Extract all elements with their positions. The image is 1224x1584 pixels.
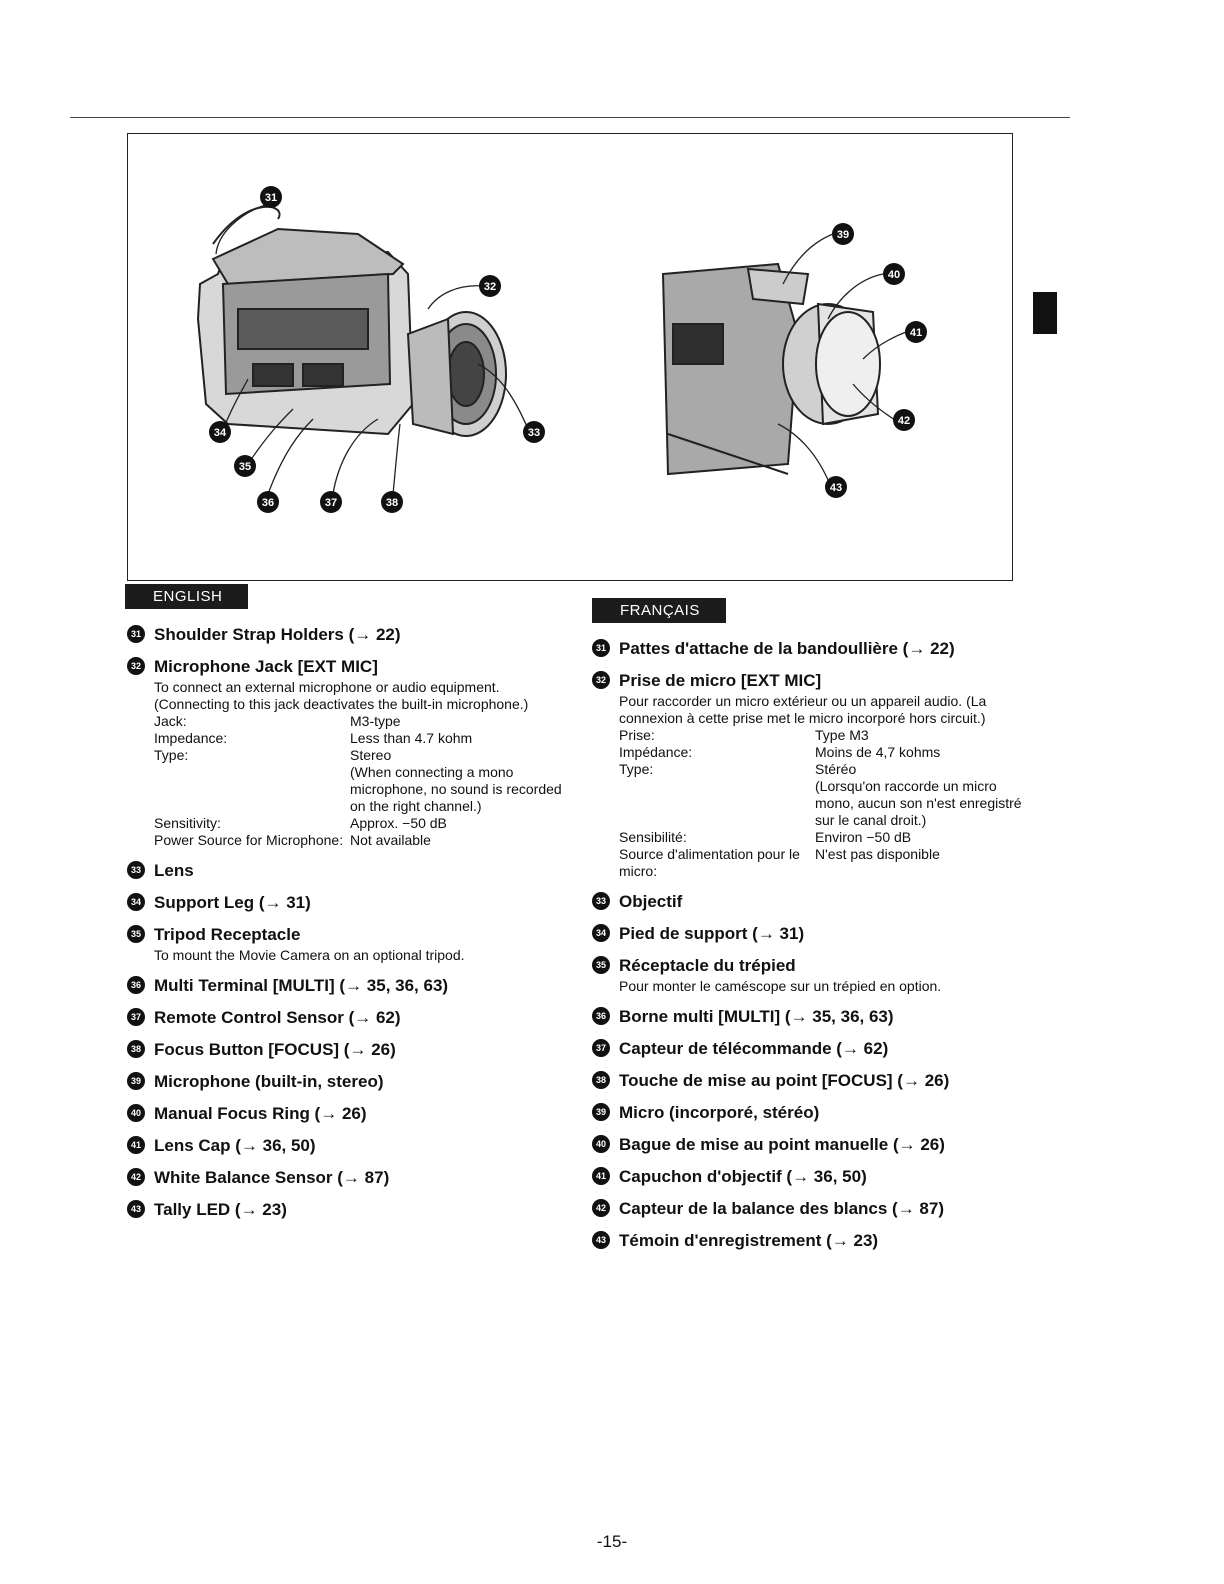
spec-label: Prise:: [619, 727, 655, 743]
part-item-38: [592, 1070, 1032, 1091]
part-item-body: [619, 955, 1032, 995]
part-item-body: [619, 923, 1032, 944]
callout-38-label: 38: [385, 497, 399, 509]
callout-36-label: 36: [261, 497, 275, 509]
part-item-body: [154, 656, 567, 849]
part-item-37: [592, 1038, 1032, 1059]
part-item-body: [154, 892, 567, 913]
spec-value: (Lorsqu'on raccorde un micro mono, aucun son n'est enregistré sur le canal droit.): [815, 778, 1022, 828]
callout-41-label: 41: [909, 327, 923, 339]
callout-number-badge: 32: [127, 657, 145, 675]
callout-number-badge: 34: [127, 893, 145, 911]
callout-number-badge: 35: [127, 925, 145, 943]
callout-number-badge: 42: [592, 1199, 610, 1217]
part-item-body: [154, 1039, 567, 1060]
part-title: Lens Cap (→ 36, 50): [154, 1136, 316, 1155]
spec-value: Type M3: [815, 727, 869, 743]
callout-number-badge: 39: [127, 1072, 145, 1090]
callout-number-badge: 39: [592, 1103, 610, 1121]
part-item-41: [127, 1135, 567, 1156]
part-item-42: [592, 1198, 1032, 1219]
part-title: Tripod Receptacle: [154, 925, 301, 944]
part-item-body: [619, 638, 1032, 659]
callout-34-label: 34: [213, 427, 227, 439]
english-column: [127, 624, 567, 1231]
callout-number-badge: 38: [127, 1040, 145, 1058]
part-item-36: [592, 1006, 1032, 1027]
spec-label: Impédance:: [619, 744, 693, 760]
part-title: Pied de support (→ 31): [619, 924, 805, 943]
part-item-39: [127, 1071, 567, 1092]
spec-label: [619, 778, 815, 829]
spec-value: Stereo: [350, 747, 392, 763]
part-title: Touche de mise au point [FOCUS] (→ 26): [619, 1071, 950, 1090]
part-item-body: [619, 1198, 1032, 1219]
part-item-43: [592, 1230, 1032, 1251]
callout-number-badge: 32: [592, 671, 610, 689]
spec-value: M3-type: [350, 713, 401, 729]
spec-label: Impedance:: [154, 730, 228, 746]
part-title: Focus Button [FOCUS] (→ 26): [154, 1040, 396, 1059]
callout-number-badge: 40: [592, 1135, 610, 1153]
part-item-34: [592, 923, 1032, 944]
part-item-body: [154, 1199, 567, 1220]
spec-label: Source d'alimentation pour le micro:: [619, 846, 800, 879]
part-title: Réceptacle du trépied: [619, 956, 796, 975]
callout-39-label: 39: [836, 229, 850, 241]
camera-drawing: [128, 134, 1014, 582]
spec-label: Sensitivity:: [154, 815, 221, 831]
callout-number-badge: 43: [127, 1200, 145, 1218]
part-item-33: [127, 860, 567, 881]
callout-43-label: 43: [829, 482, 843, 494]
callout-number-badge: 31: [127, 625, 145, 643]
part-title: Borne multi [MULTI] (→ 35, 36, 63): [619, 1007, 894, 1026]
spec-value: Not available: [350, 832, 431, 848]
part-item-36: [127, 975, 567, 996]
callout-37-label: 37: [324, 497, 338, 509]
spec-label: Type:: [619, 761, 654, 777]
part-item-body: [619, 1006, 1032, 1027]
part-item-body: [154, 1167, 567, 1188]
callout-number-badge: 37: [127, 1008, 145, 1026]
part-item-31: [127, 624, 567, 645]
part-item-body: [154, 860, 567, 881]
part-title: Manual Focus Ring (→ 26): [154, 1104, 367, 1123]
part-item-32: [127, 656, 567, 849]
part-description: Pour monter le caméscope sur un trépied en option.: [619, 978, 942, 994]
callout-42-label: 42: [897, 415, 911, 427]
callout-number-badge: 41: [127, 1136, 145, 1154]
part-item-body: [154, 1135, 567, 1156]
part-title: Témoin d'enregistrement (→ 23): [619, 1231, 879, 1250]
part-title: Tally LED (→ 23): [154, 1200, 287, 1219]
part-title: Lens: [154, 861, 194, 880]
part-item-43: [127, 1199, 567, 1220]
part-title: Support Leg (→ 31): [154, 893, 311, 912]
callout-number-badge: 34: [592, 924, 610, 942]
camera-illustration: [127, 133, 1013, 581]
callout-number-badge: 42: [127, 1168, 145, 1186]
callout-31-label: 31: [264, 192, 278, 204]
part-item-31: [592, 638, 1032, 659]
part-item-body: [619, 1230, 1032, 1251]
part-title: Capteur de télécommande (→ 62): [619, 1039, 889, 1058]
part-item-body: [154, 975, 567, 996]
spec-value: N'est pas disponible: [815, 846, 940, 862]
callout-number-badge: 33: [127, 861, 145, 879]
spec-value: Moins de 4,7 kohms: [815, 744, 941, 760]
callout-number-badge: 40: [127, 1104, 145, 1122]
part-item-40: [592, 1134, 1032, 1155]
part-item-body: [154, 1071, 567, 1092]
callout-35-label: 35: [238, 461, 252, 473]
top-rule: [70, 117, 1070, 118]
callout-number-badge: 41: [592, 1167, 610, 1185]
part-item-38: [127, 1039, 567, 1060]
part-item-33: [592, 891, 1032, 912]
spec-value: Approx. −50 dB: [350, 815, 447, 831]
spec-label: Sensibilité:: [619, 829, 687, 845]
part-title: Shoulder Strap Holders (→ 22): [154, 625, 401, 644]
callout-number-badge: 38: [592, 1071, 610, 1089]
part-item-body: [619, 1166, 1032, 1187]
spec-label: [154, 764, 350, 815]
spec-value: Less than 4.7 kohm: [350, 730, 473, 746]
part-item-body: [154, 624, 567, 645]
part-item-41: [592, 1166, 1032, 1187]
spec-table: [154, 713, 567, 849]
part-item-body: [619, 891, 1032, 912]
spec-label: Type:: [154, 747, 189, 763]
part-title: Prise de micro [EXT MIC]: [619, 671, 822, 690]
part-item-35: [127, 924, 567, 964]
part-title: Capteur de la balance des blancs (→ 87): [619, 1199, 945, 1218]
part-item-40: [127, 1103, 567, 1124]
callout-number-badge: 31: [592, 639, 610, 657]
part-item-body: [154, 924, 567, 964]
callout-40-label: 40: [887, 269, 901, 281]
spec-table: [619, 727, 1032, 880]
francais-column: [592, 638, 1032, 1262]
part-title: Multi Terminal [MULTI] (→ 35, 36, 63): [154, 976, 449, 995]
part-item-body: [619, 1134, 1032, 1155]
part-item-32: [592, 670, 1032, 880]
callout-number-badge: 33: [592, 892, 610, 910]
part-item-42: [127, 1167, 567, 1188]
part-item-body: [619, 1038, 1032, 1059]
callout-32-label: 32: [483, 281, 497, 293]
part-title: Pattes d'attache de la bandoullière (→ 22): [619, 639, 955, 658]
spec-value: (When connecting a mono microphone, no sound is recorded on the right channel.): [350, 764, 562, 814]
part-title: Microphone (built-in, stereo): [154, 1072, 384, 1091]
part-title: Remote Control Sensor (→ 62): [154, 1008, 401, 1027]
part-title: Capuchon d'objectif (→ 36, 50): [619, 1167, 867, 1186]
spec-value: Stéréo: [815, 761, 857, 777]
part-title: White Balance Sensor (→ 87): [154, 1168, 390, 1187]
callout-33-label: 33: [527, 427, 541, 439]
section-tab-marker: [1033, 292, 1057, 334]
spec-value: Environ −50 dB: [815, 829, 912, 845]
part-item-body: [619, 670, 1032, 880]
english-tab: ENGLISH: [125, 584, 248, 609]
francais-tab: FRANÇAIS: [592, 598, 726, 623]
part-item-body: [154, 1007, 567, 1028]
callout-number-badge: 43: [592, 1231, 610, 1249]
part-item-35: [592, 955, 1032, 995]
spec-label: Jack:: [154, 713, 187, 729]
part-item-body: [154, 1103, 567, 1124]
callout-number-badge: 36: [592, 1007, 610, 1025]
part-title: Objectif: [619, 892, 683, 911]
callout-number-badge: 37: [592, 1039, 610, 1057]
part-description: Pour raccorder un micro extérieur ou un appareil audio. (La connexion à cette prise met le micro incorporé hors circuit.): [619, 693, 987, 726]
part-description: To mount the Movie Camera on an optional tripod.: [154, 947, 465, 963]
spec-label: Power Source for Microphone:: [154, 832, 344, 848]
part-description: To connect an external microphone or audio equipment. (Connecting to this jack deactivates the built-in microphone.): [154, 679, 529, 712]
callout-number-badge: 36: [127, 976, 145, 994]
part-title: Bague de mise au point manuelle (→ 26): [619, 1135, 945, 1154]
part-title: Micro (incorporé, stéréo): [619, 1103, 820, 1122]
part-title: Microphone Jack [EXT MIC]: [154, 657, 378, 676]
part-item-39: [592, 1102, 1032, 1123]
part-item-37: [127, 1007, 567, 1028]
part-item-body: [619, 1102, 1032, 1123]
part-item-body: [619, 1070, 1032, 1091]
callout-number-badge: 35: [592, 956, 610, 974]
page-number: -15-: [596, 1532, 628, 1551]
part-item-34: [127, 892, 567, 913]
